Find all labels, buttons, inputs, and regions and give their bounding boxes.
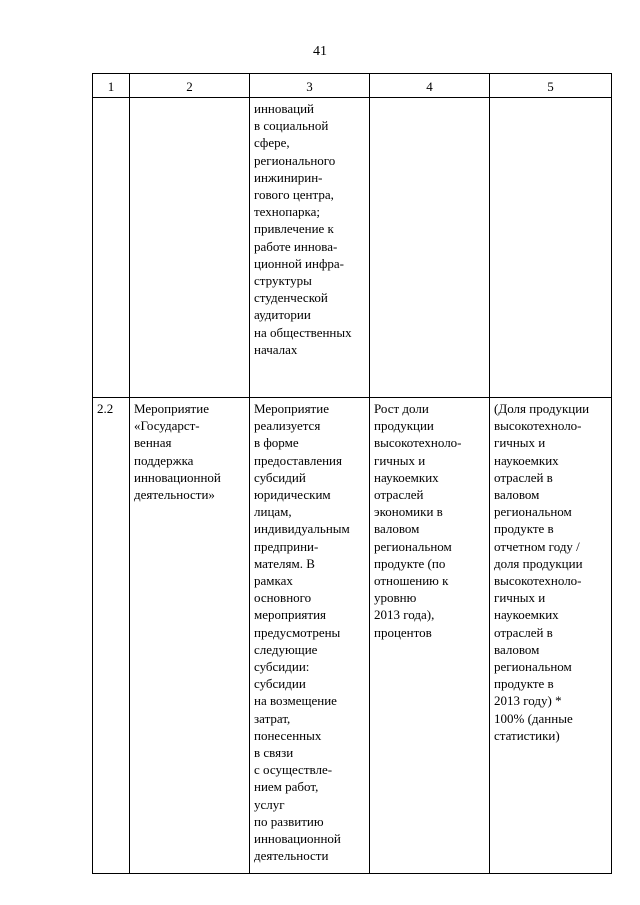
table-header-row	[93, 74, 612, 98]
column-header-1: 1	[93, 74, 130, 98]
column-header-2: 2	[130, 74, 250, 98]
table-row	[93, 398, 612, 874]
table-row	[93, 98, 612, 398]
activity-description-cell: инноваций в социальной сфере, регионального инжинирин- гового центра, технопарка; привлечение к работе иннова- ционной инфра- структуры студенческой аудитории на общественных началах	[250, 98, 370, 398]
column-header-5: 5	[490, 74, 612, 98]
activity-name-cell	[130, 98, 250, 398]
calculation-method-cell: (Доля продукции высокотехноло- гичных и наукоемких отраслей в валовом региональном продукте в отчетном году / доля продукции высокотехноло- гичных и наукоемких отраслей в валовом региональном продукте в 2013 году) * 100% (данные статистики)	[490, 398, 612, 874]
calculation-method-cell	[490, 98, 612, 398]
indicator-cell	[370, 98, 490, 398]
indicator-cell: Рост доли продукции высокотехноло- гичных и наукоемких отраслей экономики в валовом региональном продукте (по отношению к уровню 2013 года), процентов	[370, 398, 490, 874]
activity-description-cell: Мероприятие реализуется в форме предоставления субсидий юридическим лицам, индивидуальным предприни- мателям. В рамках основного мероприятия предусмотрены следующие субсидии: субсидии на возмещение затрат, понесенных в связи с осуществле- нием работ, услуг по развитию инновационной деятельности	[250, 398, 370, 874]
row-number-cell: 2.2	[93, 398, 130, 874]
page-number: 41	[313, 44, 327, 59]
column-header-3: 3	[250, 74, 370, 98]
document-table	[92, 73, 612, 874]
column-header-4: 4	[370, 74, 490, 98]
row-number-cell	[93, 98, 130, 398]
activity-name-cell: Мероприятие «Государст- венная поддержка инновационной деятельности»	[130, 398, 250, 874]
